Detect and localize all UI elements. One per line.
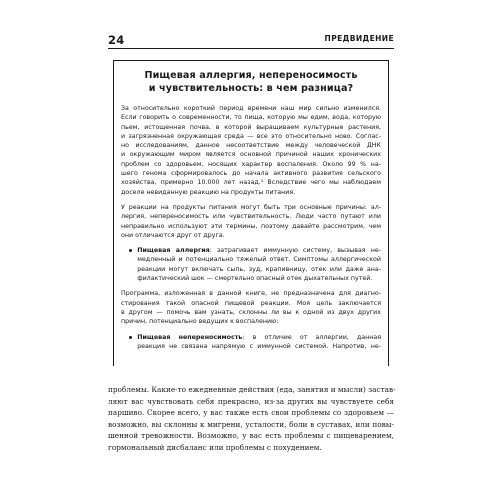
text-line: причин, потенциально ведущих к воспалению: (121, 318, 279, 326)
text-line: За относительно короткий период времени наш мир сильно изменился. (121, 105, 381, 112)
text-line: медленный и потенциально тяжелый ответ. Симптомы аллергической (137, 256, 381, 264)
running-head: ПРЕДВИДЕНИЕ (324, 34, 394, 43)
text-line: доселе невиданную реакцию на продукты питания. (121, 188, 296, 196)
sidebar-title-line: Пищевая аллергия, непереносимость (144, 70, 358, 81)
main-text (108, 384, 394, 454)
sidebar-paragraph (121, 289, 381, 326)
sidebar-box (113, 60, 389, 366)
text-line: Программа, изложенная в данной книге, не предназначена для диагно- (121, 290, 381, 298)
text-line: стирования такой опасной пищевой реакции. Моя цель заключается (121, 299, 381, 307)
text-line: пьем, истощенная почва, в которой выращиваем культурные растения, (121, 123, 381, 131)
sidebar-body (121, 104, 381, 351)
text-line: гормональный дисбаланс или проблемы с похудением. (108, 442, 322, 452)
text-line: проблем со здоровьем, носящих характер воспаления. Около 99 % на- (121, 160, 381, 168)
bullet-dot-icon (129, 336, 132, 339)
text-line: неправильно используют эти термины, поэтому давайте рассмотрим, чем (121, 222, 381, 230)
sidebar-title-line: и чувствительность: в чем разница? (148, 83, 354, 94)
text-line: возможно, вы склонны к мигрени, усталости, боли в суставах, или повы- (108, 419, 394, 429)
text-line: в другом — помочь вам узнать, склонны ли вы к одной из двух других (121, 308, 381, 316)
bullet-text: : затрагивает иммунную систему, вызывая не- (209, 247, 381, 255)
bullet-term: Пищевая аллергия (137, 247, 210, 255)
text-line (137, 246, 381, 255)
header-rule (108, 48, 394, 49)
text-line: реакции могут включать сыпь, зуд, крапивницу, отек или даже ана- (137, 265, 381, 273)
sidebar-title (121, 69, 381, 95)
text-line (137, 333, 381, 342)
text-line: но исследованиям, данное несоответствие между человеческой ДНК (121, 142, 381, 150)
sidebar-paragraph (121, 104, 381, 197)
text-line: реакция не связана напрямую с иммунной системой. Напротив, не- (137, 342, 381, 350)
bullet-item (121, 333, 381, 352)
text-line: У реакции на продукты питания могут быть три основные причины: ал- (121, 203, 381, 211)
sidebar-paragraph (121, 203, 381, 240)
text-line: хозяйства, примерно 10.000 лет назад.¹ Вследствие чего мы наблюдаем (121, 179, 381, 187)
text-line: шенной тревожности. Возможно, у вас есть проблемы с пищеварением, (108, 431, 394, 441)
text-line: они отличаются друг от друга. (121, 231, 225, 239)
bullet-item (121, 246, 381, 283)
bullet-text: : в отличие от аллергии, данная (242, 333, 381, 341)
page-number: 24 (108, 33, 125, 47)
text-line: Если говорить о современности, то пища, которую мы едим, вода, которую (121, 114, 381, 122)
text-line: паршиво. Скорее всего, у вас также есть свои проблемы со здоровьем — (108, 408, 394, 418)
text-line: и загрязненная окружающая среда — все это относительно ново. Соглас- (121, 132, 381, 140)
text-line: филактический шок — смертельно опасный отек дыхательных путей. (137, 275, 373, 283)
text-line: лергия, непереносимость или чувствительность. Люди часто путают или (121, 213, 381, 221)
text-line: ляют вас чувствовать себя прекрасно, из-за других вы чувствуете себя (108, 396, 394, 406)
text-line: и окружающим миром является основной причиной наших хронических (121, 151, 381, 159)
bullet-dot-icon (129, 249, 132, 252)
text-line: шего генома сформировалось до начала активного развития сельского (121, 170, 381, 178)
bullet-term: Пищевая непереносимость (137, 333, 243, 341)
text-line: проблемы. Какие-то ежедневные действия (еда, занятия и мысли) застав- (108, 385, 396, 394)
